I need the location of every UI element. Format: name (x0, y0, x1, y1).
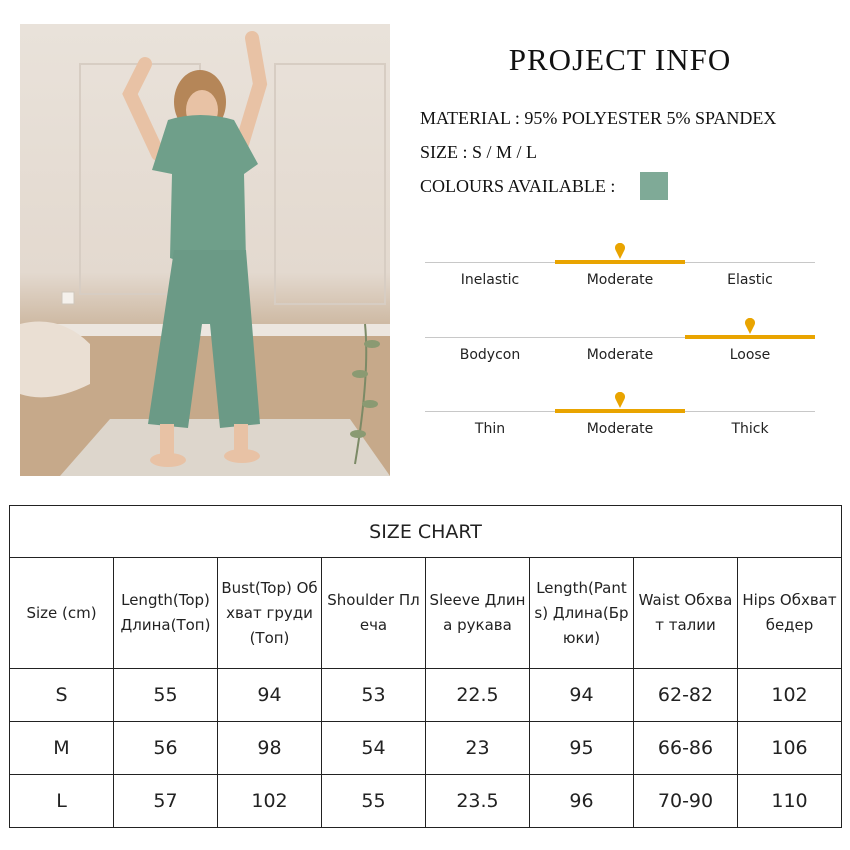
colours-label: COLOURS AVAILABLE : (420, 176, 616, 196)
header-sleeve: Sleeve Длина рукава (426, 558, 530, 669)
location-pin-icon (614, 243, 626, 259)
header-length-pants: Length(Pants) Длина(Брюки) (530, 558, 634, 669)
table-cell: 96 (530, 775, 634, 828)
size-chart-header-row (10, 558, 842, 669)
size-chart-table (9, 505, 842, 828)
table-cell: 98 (218, 722, 322, 775)
table-cell: 102 (218, 775, 322, 828)
table-cell: 102 (738, 669, 842, 722)
colour-swatch-green[interactable] (640, 172, 668, 200)
location-pin-icon (614, 392, 626, 408)
table-cell: 55 (322, 775, 426, 828)
elasticity-scale (425, 262, 815, 302)
table-cell: 110 (738, 775, 842, 828)
scale-label-left: Thin (474, 421, 506, 437)
table-cell: 23 (426, 722, 530, 775)
table-cell: M (10, 722, 114, 775)
table-cell: 106 (738, 722, 842, 775)
size-spec: SIZE : S / M / L (420, 142, 538, 162)
table-cell: 23.5 (426, 775, 530, 828)
scale-highlight (685, 335, 815, 339)
table-cell: 54 (322, 722, 426, 775)
scale-label-middle: Moderate (586, 421, 654, 437)
table-cell: 95 (530, 722, 634, 775)
table-cell: 22.5 (426, 669, 530, 722)
table-row (10, 669, 842, 722)
table-cell: 70-90 (634, 775, 738, 828)
scale-label-left: Bodycon (459, 347, 521, 363)
project-info-title: PROJECT INFO (508, 42, 732, 77)
table-cell: 55 (114, 669, 218, 722)
table-cell: S (10, 669, 114, 722)
fit-scale (425, 337, 815, 377)
header-hips: Hips Обхват бедер (738, 558, 842, 669)
thickness-scale (425, 411, 815, 451)
header-length-top: Length(Top) Длина(Топ) (114, 558, 218, 669)
scale-highlight (555, 260, 685, 264)
scale-label-middle: Moderate (586, 272, 654, 288)
scale-label-right: Thick (731, 421, 769, 437)
table-cell: 53 (322, 669, 426, 722)
header-size: Size (cm) (10, 558, 114, 669)
header-shoulder: Shoulder Плеча (322, 558, 426, 669)
product-photo (20, 24, 390, 476)
table-cell: 56 (114, 722, 218, 775)
scale-label-middle: Moderate (586, 347, 654, 363)
scale-label-right: Elastic (727, 272, 773, 288)
material-spec: MATERIAL : 95% POLYESTER 5% SPANDEX (420, 108, 777, 128)
table-cell: L (10, 775, 114, 828)
scale-highlight (555, 409, 685, 413)
scale-label-left: Inelastic (460, 272, 520, 288)
table-cell: 94 (218, 669, 322, 722)
table-cell: 57 (114, 775, 218, 828)
header-bust-top: Bust(Top) Обхват груди(Топ) (218, 558, 322, 669)
location-pin-icon (744, 318, 756, 334)
size-chart-title: SIZE CHART (10, 506, 842, 558)
scale-label-right: Loose (729, 347, 771, 363)
header-waist: Waist Обхват талии (634, 558, 738, 669)
table-row (10, 775, 842, 828)
table-row (10, 722, 842, 775)
table-cell: 62-82 (634, 669, 738, 722)
table-cell: 94 (530, 669, 634, 722)
table-cell: 66-86 (634, 722, 738, 775)
model-wearing-pajama-illustration (20, 24, 390, 476)
